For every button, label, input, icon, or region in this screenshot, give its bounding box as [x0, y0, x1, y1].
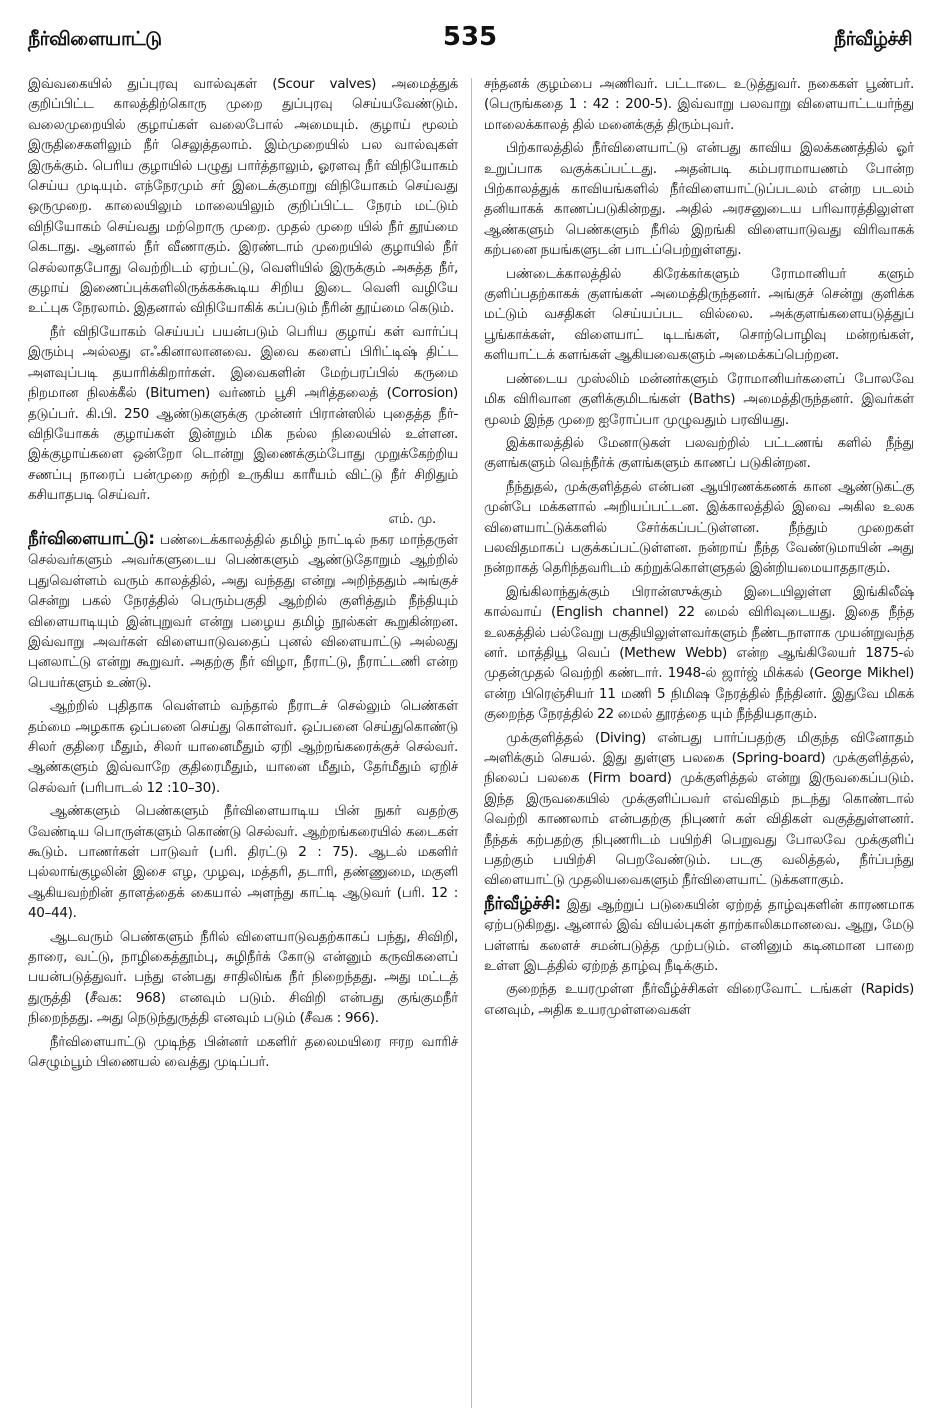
left-paragraph-2: நீர் விநியோகம் செய்யப் பயன்படும் பெரிய குழாய் கள் வார்ப்பு இரும்பு அல்லது எஃகினாலானவை. இவை களைப் பிரிட்டிஷ் திட்ட அளவுப்படி தயாரிக்கிறார்கள். இவைகளின் மேற்பரப்பில் கருமை நிறமான நிலக்கீல் (Bitumen) வர்ணம் பூசி அரித்தலைத் (Corrosion) தடுப்பர். கி.பி. 250 ஆண்டுகளுக்கு முன்னர் பிரான்ஸில் புதைத்த நீர்-விநியோகக் குழாய்கள் இன்றும் மிக நல்ல நிலையில் உள்ளன. இக்குழாய்களை ஒன்றோ டொன்று இணைக்கும்போது முறுக்கேற்றிய சணப்பு நாரைப் பன்முறை சுற்றி உருகிய காரீயம் விட்டு நீர் சிறிதும் கசியாதபடி செய்வர். [28, 323, 458, 504]
left-paragraph-3: பண்டைக்காலத்தில் தமிழ் நாட்டில் நகர மாந்தருள் செல்வர்களும் அவர்களுடைய பெண்களும் ஆண்டுதோறும் ஆற்றில் புதுவெள்ளம் வரும் காலத்தில், அது வந்தது என்று அறிந்ததும் அங்குச் சென்று பகல் நேரத்தில் பெரும்பகுதி ஆற்றில் குளித்தும் நீந்தியும் விளையாடியும் இன்புறுவர் என்று பழைய தமிழ் நூல்கள் கூறுகின்றன. இவ்வாறு அவர்கள் விளையாடுவதைப் புனல் விளையாட்டு அல்லது புனலாட்டு என்று கூறுவர். அதற்கு நீர் விழா, நீராட்டு, நீராட்டணி என்ற பெயர்களும் உண்டு. [28, 531, 458, 691]
right-entry-paragraph [484, 894, 914, 977]
page-number: 535 [442, 22, 498, 52]
left-paragraph-7: நீர்விளையாட்டு முடிந்த பின்னர் மகளிர் தலைமயிரை ஈரற வாரிச் செழும்பூம் பிணையல் வைத்து முடிப்பர். [28, 1033, 458, 1071]
right-paragraph-7: இங்கிலாந்துக்கும் பிரான்ஸுக்கும் இடையிலுள்ள இங்கிலீஷ் கால்வாய் (English channel) 22 மைல் விரிவுடையது. இதை நீந்த உலகத்தில் பல்வேறு பகுதியிலுள்ளவர்களும் நீண்டநாளாக முயன்றுவந்த னர். மாத்தியூ வெப் (Methew Webb) என்ற ஆங்கிலேயர் 1875-ல் முதன்முதல் வெற்றி கண்டார். 1948-ல் ஜார்ஜ் மிக்கல் (George Mikhel) என்ற பிரெஞ்சியர் 11 மணி 5 நிமிஷ நேரத்தில் நீந்தினர். இதுவே மிகக் குறைந்த நேரத்தில் 22 மைல் தூரத்தை யும் நீந்தியதாகும். [484, 583, 914, 723]
left-paragraph-5: ஆண்களும் பெண்களும் நீர்விளையாடிய பின் நுகர் வதற்கு வேண்டிய பொருள்களும் கொண்டு செல்வர். ஆற்றங்கரையில் கடைகள் கூடும். பாணர்கள் பாடுவர் (பரி. திரட்டு 2 : 75). ஆடல் மகளிர் புல்லாங்குழலின் இசை எழ, முழவு, மத்தரி, தடாரி, தண்ணுமை, மகுளி ஆகியவற்றின் தாளத்தைக் கையால் அளந்து காட்டி ஆடுவர் (பரி. 12 : 40–44). [28, 803, 458, 922]
entry-title-waterfall: நீர்வீழ்ச்சி: [484, 893, 561, 914]
right-paragraph-10: குறைந்த உயரமுள்ள நீர்வீழ்ச்சிகள் விரைவோட் டங்கள் (Rapids) எனவும், அதிக உயரமுள்ளவைகள் [484, 981, 914, 1018]
left-column [28, 74, 458, 1414]
left-paragraph-4: ஆற்றில் புதிதாக வெள்ளம் வந்தால் நீராடச் செல்லும் பெண்கள் தம்மை அழகாக ஒப்பனை செய்து கொள்வர். ஒப்பனை செய்துகொண்டு சிலர் குதிரை மீதும், சிலர் யானைமீதும் ஏறி ஆற்றங்கரைக்குச் செல்வர். ஆண்களும் இவ்வாறே குதிரைமீதும், யானை மீதும், தேர்மீதும் ஏறிச் செல்வர் (பரிபாடல் 12 :10–30). [28, 698, 458, 796]
author-signature: எம். மு. [388, 510, 436, 527]
right-paragraph-1: சந்தனக் குழம்பை அணிவர். பட்டாடை உடுத்துவர். நகைகள் பூண்பர். (பெருங்கதை 1 : 42 : 200-5). இவ்வாறு பலவாறு விளையாட்டயர்ந்து மாலைக்காலத் தில் மனைக்குத் திரும்புவர். [484, 76, 914, 133]
left-paragraph-1: இவ்வகையில் துப்புரவு வால்வுகள் (Scour valves) அமைத்துக் குறிப்பிட்ட காலத்திற்கொரு முறை துப்புரவு செய்யவேண்டும். வலைமுறையில் குழாய்கள் வலைபோல் அமையும். குழாய் மூலம் இருதிசைகளிலும் நீர் செலுத்தலாம். இம்முறையில் பல வால்வுகள் இருக்கும். பெரிய குழாயில் பழுது பார்த்தாலும், ஓரளவு நீர் விநியோகம் செய்ய முடியும். எந்நேரமும் சர் இடைக்குமாறு விநியோகம் செய்வது ஒருமுறை. காலையிலும் மாலையிலும் குறிப்பிட்ட நேரம் மட்டும் விநியோகம் செய்வது மற்றொரு முறை. முதல் முறை யில் நீர் தூய்மை கெடாது. ஆனால் நீர் வீணாகும். இரண்டாம் முறையில் குழாயில் நீர் செல்லாதபோது வெற்றிடம் ஏற்பட்டு, வெளியில் இருக்கும் அசுத்த நீர், குழாய் இணைப்புக்களிலிருக்கக்கூடிய சிறிய இடை வெளி வழியே உட்புக நேரலாம். இதனால் விநியோகிக் கப்படும் நீரின் தூய்மை கெடும். [28, 76, 458, 317]
left-entry-paragraph [28, 529, 458, 693]
running-header [28, 22, 912, 58]
left-paragraph-6: ஆடவரும் பெண்களும் நீரில் விளையாடுவதற்காகப் பந்து, சிவிறி, தாரை, வட்டு, நாழிகைத்தூம்பு, சுழிநீர்க் கோடு என்னும் கருவிகளைப் பயன்படுத்துவர். பந்து என்பது சாதிலிங்க நீர் நிறைந்தது. அது மட்டத் துருத்தி (சீவக: 968) எனவும் படும். சிவிறி என்பது குங்குமநீர் நிறைந்தது. அது நெடுந்துருத்தி எனவும் படும் (சீவக : 966). [28, 928, 458, 1027]
right-paragraph-8: முக்குளித்தல் (Diving) என்பது பார்ப்பதற்கு மிகுந்த வினோதம் அளிக்கும் செயல். இது துள்ளு பலகை (Spring-board) முக்குளித்தல், நிலைப் பலகை (Firm board) முக்குளித்தல் என்று இருவகைப்படும். இந்த இருவகையில் முக்குளிப்பவர் எவ்விதம் நடந்து கொண்டால் வெற்றி காணலாம் என்பதற்கு நிபுணர் கள் விதிகள் வகுத்துள்ளனர். நீந்தக் கற்பதற்கு நிபுணரிடம் பயிற்சி பெறுவது போலவே முக்குளிப் பதற்கும் பயிற்சி பெறவேண்டும். படகு வலித்தல், நீர்ப்பந்து விளையாட்டு முதலியவைகளும் நீர்விளையாட் டுக்களாகும். [484, 729, 914, 889]
header-right-title: நீர்வீழ்ச்சி [834, 27, 912, 50]
right-paragraph-9: இது ஆற்றுப் படுகையின் ஏற்றத் தாழ்வுகளின் காரணமாக ஏற்படுகிறது. ஆனால் இவ் வியல்புகள் தாற்காலிகமானவை. ஆறு, மேடு பள்ளங் களைச் சமன்படுத்த முற்படும். எனினும் கடினமான பாறை உள்ள இடத்தில் ஏற்றத் தாழ்வு நீடிக்கும். [484, 896, 914, 975]
right-paragraph-5: இக்காலத்தில் மேனாடுகள் பலவற்றில் பட்டணங் களில் நீந்து குளங்களும் வெந்நீர்க் குளங்களும் காணப் படுகின்றன. [484, 434, 914, 472]
right-paragraph-2: பிற்காலத்தில் நீர்விளையாட்டு என்பது காவிய இலக்கணத்தில் ஓர் உறுப்பாக வகுக்கப்பட்டது. அதன்படி கம்பராமாயணம் போன்ற பிற்காலத்துக் காவியங்களில் நீர்விளையாட்டுப்படலம் என்ற படலம் தனியாகக் காணப்படுகின்றது. அதில் அரசனுடைய பரிவாரத்திலுள்ள ஆண்களும் பெண்களும் நீரில் இறங்கி விளையாடுவது விரிவாகக் கற்பனை நயங்களுடன் பாடப்பெற்றுள்ளது. [484, 140, 914, 259]
right-paragraph-3: பண்டைக்காலத்தில் கிரேக்கர்களும் ரோமானியர் களும் குளிப்பதற்காகக் குளங்கள் அமைத்திருந்தனர். அங்குச் சென்று குளிக்க மட்டும் வசதிகள் செய்யப்பட வில்லை. அக்குளங்களையடுத்துப் பூங்காக்கள், விளையாட் டிடங்கள், சொற்பொழிவு மன்றங்கள், களியாட்டக் களங்கள் ஆகியவைகளும் அமைக்கப்பெற்றன. [484, 265, 914, 364]
entry-title-water-sports: நீர்விளையாட்டு: [28, 528, 155, 549]
header-left-title: நீர்விளையாட்டு [28, 27, 162, 50]
right-paragraph-4: பண்டைய முஸ்லிம் மன்னர்களும் ரோமானியர்களைப் போலவே மிக விரிவான குளிக்குமிடங்கள் (Baths) அமைத்திருந்தனர். இவர்கள் மூலம் இந்த முறை ஐரோப்பா முழுவதும் பரவியது. [484, 370, 914, 428]
right-paragraph-6: நீந்துதல், முக்குளித்தல் என்பன ஆயிரணக்கணக் கான ஆண்டுகட்கு முன்பே மக்களால் அறியப்பட்டன. இக்காலத்தில் இவை அகில உலக விளையாட்டுக்களில் சேர்க்கப்பட்டுள்ளன. நீந்தும் முறைகள் பலவிதமாகப் பகுக்கப்பட்டுள்ளன. நன்றாய் நீந்த வேண்டுமாயின் அது நன்றாகத் தெரிந்தவரிடம் கற்றுக்கொள்ளுதல் இன்றியமையாததாகும். [484, 478, 914, 577]
column-divider [471, 78, 472, 1408]
right-column [484, 74, 914, 1414]
